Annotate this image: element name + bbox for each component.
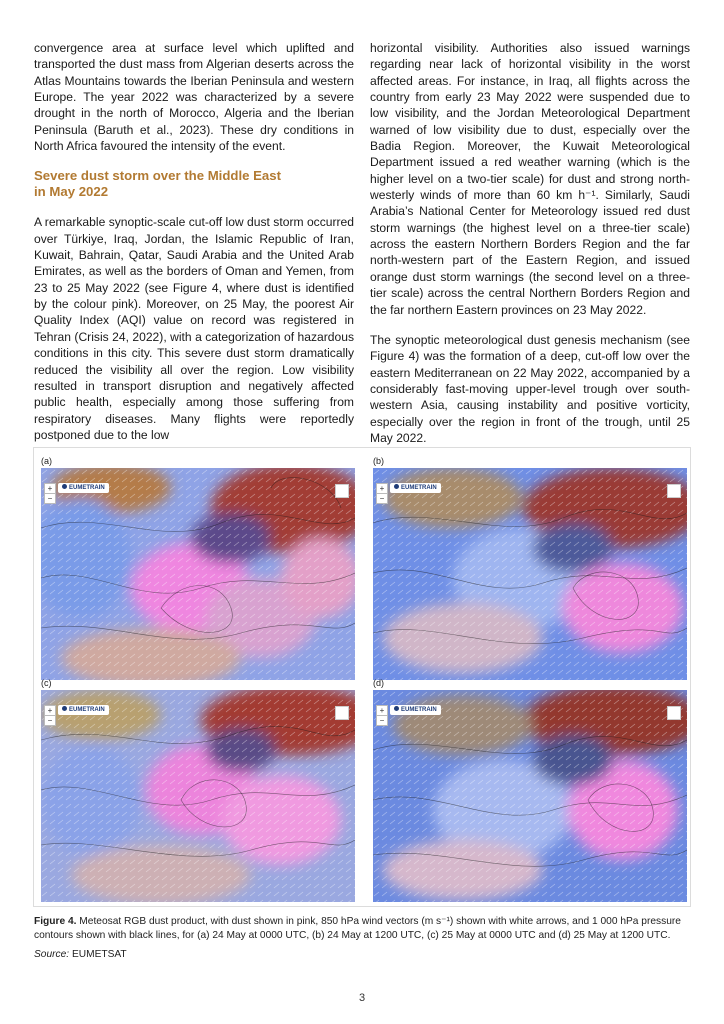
paragraph: The synoptic meteorological dust genesis mechanism (see Figure 4) was the formation of a deep, cut-off low over the eastern Mediterranean on 22 May 2022, accompanied by a considerably fast-moving upper-level trough over south-western Asia, causing instability and positive vorticity, especially over the region in front of the trough, until 25 May 2022.	[370, 332, 690, 445]
dust-rgb-map[interactable]	[41, 468, 355, 680]
eumetrain-logo: EUMETRAIN	[58, 705, 109, 715]
layer-toggle-button[interactable]	[335, 706, 349, 720]
eumetrain-logo-icon	[394, 484, 399, 489]
zoom-in-button[interactable]: +	[379, 706, 385, 715]
figure-panel-d	[373, 680, 687, 903]
panel-label: (c)	[41, 678, 52, 688]
zoom-out-button[interactable]: −	[377, 493, 387, 503]
panel-label: (a)	[41, 456, 52, 466]
right-column	[370, 40, 690, 460]
zoom-control	[44, 483, 56, 504]
layer-toggle-button[interactable]	[667, 484, 681, 498]
eumetrain-logo-icon	[62, 484, 67, 489]
page-number: 3	[358, 992, 366, 1004]
zoom-in-button[interactable]: +	[47, 706, 53, 715]
zoom-out-button[interactable]: −	[377, 715, 387, 725]
dust-rgb-map[interactable]	[373, 690, 687, 902]
paragraph: convergence area at surface level which uplifted and transported the dust mass from Algerian deserts across the Atlas Mountains towards the Iberian Peninsula and western Europe. The year 2022 was characterized by a severe drought in the north of Morocco, Algeria and the Iberian Peninsula (Baruth et al., 2023). These dry conditions in North Africa favoured the intensity of the event.	[34, 41, 354, 154]
section-heading	[34, 168, 354, 200]
eumetrain-logo: EUMETRAIN	[390, 483, 441, 493]
zoom-in-button[interactable]: +	[47, 484, 53, 493]
zoom-control	[376, 483, 388, 504]
figure-source	[34, 948, 127, 961]
layer-toggle-button[interactable]	[667, 706, 681, 720]
layer-toggle-button[interactable]	[335, 484, 349, 498]
eumetrain-logo-icon	[62, 706, 67, 711]
zoom-control	[44, 705, 56, 726]
figure-panel-c	[41, 680, 355, 903]
eumetrain-logo: EUMETRAIN	[58, 483, 109, 493]
figure-source-value: EUMETSAT	[69, 949, 127, 960]
dust-rgb-map[interactable]	[373, 468, 687, 680]
dust-rgb-map[interactable]	[41, 690, 355, 902]
figure-4	[33, 447, 691, 907]
figure-caption-text: Meteosat RGB dust product, with dust shown in pink, 850 hPa wind vectors (m s⁻¹) shown with white arrows, and 1 000 hPa pressure contours shown with black lines, for (a) 24 May at 0000 UTC, (b) 24 May at 1200 UTC, (c) 25 May at 0000 UTC and (d) 25 May at 1200 UTC.	[34, 916, 681, 941]
section-heading-line: in May 2022	[34, 184, 109, 200]
panel-label: (b)	[373, 456, 384, 466]
zoom-control	[376, 705, 388, 726]
zoom-out-button[interactable]: −	[45, 493, 55, 503]
zoom-out-button[interactable]: −	[45, 715, 55, 725]
zoom-in-button[interactable]: +	[379, 484, 385, 493]
figure-source-label: Source:	[34, 949, 70, 960]
eumetrain-logo-icon	[394, 706, 399, 711]
figure-panel-b	[373, 458, 687, 681]
left-column	[34, 40, 354, 457]
figure-caption-label: Figure 4.	[34, 916, 77, 927]
paragraph: A remarkable synoptic-scale cut-off low dust storm occurred over Türkiye, Iraq, Jordan, the Islamic Republic of Iran, Kuwait, Bahrain, Qatar, Saudi Arabia and the United Arab Emirates, as well as the borders of Oman and Yemen, from 23 to 25 May 2022 (see Figure 4, where dust is identified by the colour pink). Moreover, on 25 May, the poorest Air Quality Index (AQI) value on record was registered in Tehran (Crisis 24, 2022), with a categorization of hazardous conditions in this city. This severe dust storm dramatically reduced the visibility all over the region. Low visibility resulted in transport disruption and negatively affected public health, especially among those suffering from respiratory diseases. Many flights were reportedly postponed due to the low	[34, 215, 354, 442]
paragraph: horizontal visibility. Authorities also issued warnings regarding near lack of horizontal visibility in the worst affected areas. For instance, in Iraq, all flights across the country from early 23 May 2022 were suspended due to low visibility, and the Jordan Meteorological Department warned of low visibility due to dust, especially over the Badia Region. Moreover, the Kuwait Meteorological Department issued a red weather warning (which is the higher level on a two-tier scale) for dust and strong north-westerly winds of more than 60 km h⁻¹. Similarly, Saudi Arabia’s National Center for Meteorology issued red dust storm warnings (the highest level on a three-tier scale) across the eastern Northern Borders Region and the far north-western part of the Eastern Region, and issued orange dust storm warnings (the second level on a three-tier scale) across the central Northern Borders Region and the far northern Eastern provinces on 23 May 2022.	[370, 41, 690, 317]
figure-panel-a	[41, 458, 355, 681]
eumetrain-logo: EUMETRAIN	[390, 705, 441, 715]
panel-label: (d)	[373, 678, 384, 688]
section-heading-line: Severe dust storm over the Middle East	[34, 168, 281, 184]
figure-caption	[34, 915, 694, 942]
